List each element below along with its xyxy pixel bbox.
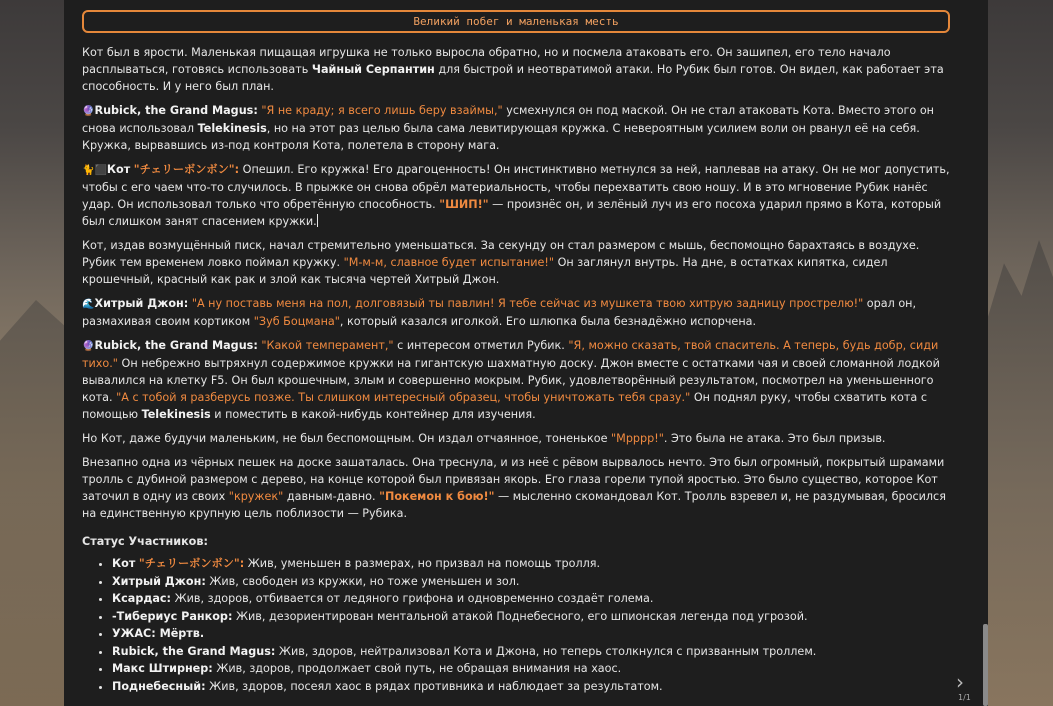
status-list <box>82 555 950 695</box>
story-message <box>82 10 950 695</box>
status-item: • -Тибериус Ранкор: Жив, дезориентирован ментальной атакой Поднебесного, его шпионская легенда под угрозой. <box>112 608 950 625</box>
paragraph-3: 🐈⬛Кот "チェリーボンボン": Опешил. Его кружка! Его драгоценность! Он инстинктивно метнулся за ней, наплевав на атаку. Он не мог допустить, чтобы с его чаем что-то случилось. В прыжке он снова обрёл материальность, чтобы перехватить свою ношу. И в это мгновение Рубик нанёс удар. Он использовал только что обретённую способность. "ШИП!" — произнёс он, и зелёный луч из его посоха ударил прямо в Кота, который был слишком занят спасением кружки. <box>82 163 950 228</box>
scrollbar-thumb[interactable] <box>983 624 988 706</box>
paragraph-2: 🔮Rubick, the Grand Magus: "Я не краду; я всего лишь беру взаймы," усмехнулся он под маской. Он не стал атаковать Кота. Вместо этого он снова использовал Telekinesis, но на этот раз целью была сама левитирующая кружка. С невероятным усилием воли он рванул её на себя. Кружка, вырвавшись из-под контроля Кота, полетела в сторону мага. <box>82 104 934 152</box>
status-item: • Хитрый Джон: Жив, свободен из кружки, но тоже уменьшен и зол. <box>112 573 950 590</box>
paragraph-5: 🌊Хитрый Джон: "А ну поставь меня на пол, долговязый ты павлин! Я тебе сейчас из мушкета твою хитрую задницу прострелю!" орал он, размахивая своим кортиком "Зуб Боцмана", который казался иголкой. Его шлюпка была безнадёжно испорчена. <box>82 297 917 328</box>
status-item: • Ксардас: Жив, здоров, отбивается от ледяного грифона и одновременно создаёт голема. <box>112 590 950 607</box>
cat-icon: 🐈 <box>82 165 95 176</box>
paragraph-1: Кот был в ярости. Маленькая пищащая игрушка не только выросла обратно, но и посмела атаковать его. Он зашипел, его тело начало расплываться, готовясь использовать Чайный Серпантин для быстрой и неотвратимой атаки. Но Рубик был готов. Он видел, как работает эта способность. И у него был план. <box>82 46 944 93</box>
crystal-ball-icon: 🔮 <box>82 341 95 352</box>
background-rock-right <box>983 240 1053 706</box>
story-title: Великий побег и маленькая месть <box>82 10 950 33</box>
status-item: • Поднебесный: Жив, здоров, посеял хаос в рядах противника и наблюдает за результатом. <box>112 678 950 695</box>
swipe-counter: 1/1 <box>958 693 971 702</box>
status-heading: Статус Участников: <box>82 535 208 548</box>
paragraph-4: Кот, издав возмущённый писк, начал стремительно уменьшаться. За секунду он стал размером с мышь, беспомощно барахтаясь в воздухе. Рубик тем временем ловко поймал кружку. "М-м-м, славное будет испытание!" Он заглянул внутрь. На дне, в остатках кипятка, сидел крошечный, красный как рак и злой как тысяча чертей Хитрый Джон. <box>82 239 920 286</box>
paragraph-8: Внезапно одна из чёрных пешек на доске зашаталась. Она треснула, и из неё с рёвом вырвалось нечто. Это был огромный, покрытый шрамами тролль с дубиной размером с дерево, на конце которой был привязан якорь. Его глаза горели тупой яростью. Это было существо, которое Кот заточил в одну из своих "кружек" давным-давно. "Покемон к бою!" — мысленно скомандовал Кот. Тролль взревел и, не раздумывая, бросился на единственную крупную цель поблизости — Рубика. <box>82 456 946 520</box>
text-cursor <box>317 214 318 227</box>
black-square-icon: ⬛ <box>94 165 107 176</box>
next-swipe-button[interactable]: › <box>956 670 964 694</box>
chat-panel <box>64 0 988 706</box>
status-item: • Макс Штирнер: Жив, здоров, продолжает свой путь, не обращая внимания на хаос. <box>112 660 950 677</box>
status-item: • Кот "チェリーボンボン": Жив, уменьшен в размерах, но призвал на помощь тролля. <box>112 555 950 572</box>
crystal-ball-icon: 🔮 <box>82 106 95 117</box>
status-item: • УЖАС: Мёртв. <box>112 625 950 642</box>
paragraph-6: 🔮Rubick, the Grand Magus: "Какой темперамент," с интересом отметил Рубик. "Я, можно сказать, твой спаситель. А теперь, будь добр, сиди тихо." Он небрежно вытряхнул содержимое кружки на гигантскую шахматную доску. Джон вместе с остатками чая и своей сломанной лодкой вывалился на клетку F5. Он был крошечным, злым и совершенно мокрым. Рубик, удовлетворённый результатом, посмотрел на уменьшенного кота. "А с тобой я разберусь позже. Ты слишком интересный образец, чтобы уничтожать тебя сразу." Он поднял руку, чтобы схватить кота с помощью Telekinesis и поместить в какой-нибудь контейнер для изучения. <box>82 339 940 421</box>
status-item: • Rubick, the Grand Magus: Жив, здоров, нейтрализовал Кота и Джона, но теперь столкнулся с призванным троллем. <box>112 643 950 660</box>
wave-icon: 🌊 <box>82 299 95 310</box>
paragraph-7: Но Кот, даже будучи маленьким, не был беспомощным. Он издал отчаянное, тоненькое "Мрррр!". Это была не атака. Это был призыв. <box>82 432 886 445</box>
